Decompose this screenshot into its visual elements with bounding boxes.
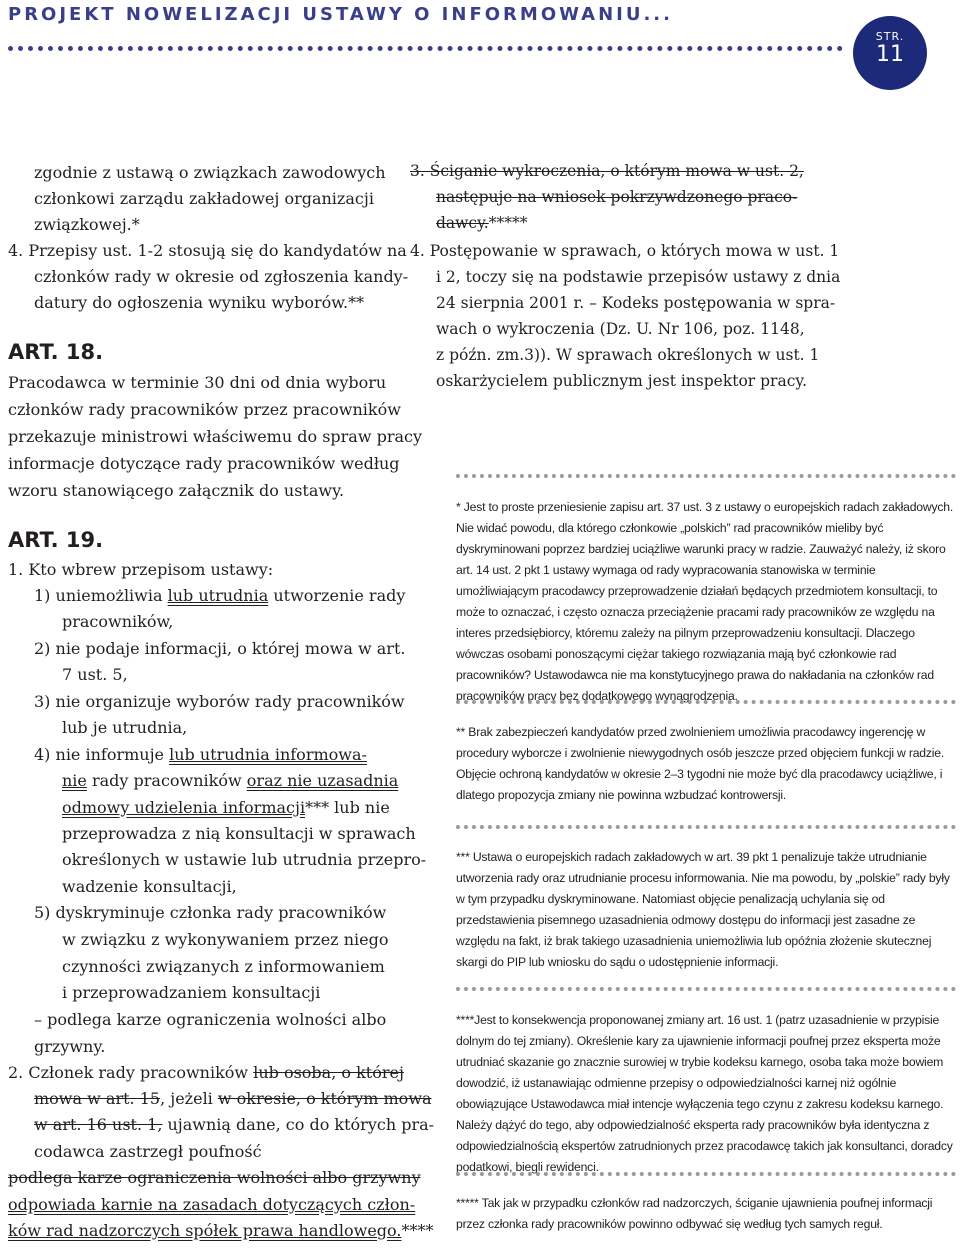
text-line: przekazuje ministrowi właściwemu do spraw pracy (8, 427, 423, 446)
footnote-4 (456, 1010, 956, 1178)
text-span: utworzenie rady (268, 586, 406, 605)
text-span: *** lub nie (305, 798, 390, 817)
text-line: lub je utrudnia, (62, 718, 188, 737)
text-line: 4. Przepisy ust. 1-2 stosują się do kandydatów na (8, 241, 407, 260)
deleted-text: lub osoba, o której (253, 1063, 404, 1082)
article-18-heading: ART. 18. (8, 340, 104, 364)
text-line: pracowników, (62, 612, 174, 631)
list-item: 3) nie organizuje wyborów rady pracowników (34, 692, 405, 711)
footnote-divider (456, 825, 956, 829)
page-number-badge (853, 16, 927, 90)
text-line: członkowi zarządu zakładowej organizacji (34, 189, 374, 208)
text-line (8, 1218, 433, 1244)
footnote-divider (456, 1172, 956, 1176)
footnote-divider (456, 987, 956, 991)
footnote-1 (456, 497, 956, 707)
text-line: informacje dotyczące rady pracowników według (8, 454, 400, 473)
running-header-title: PROJEKT NOWELIZACJI USTAWY O INFORMOWANIU... (8, 4, 673, 25)
footnote-text: ****Jest to konsekwencja proponowanej zmiany art. 16 ust. 1 (patrz uzasadnienie w przypisie dolnym do tej zmiany). Określenie kary za ujawnienie informacji poufnej przez eksperta może utrudniać skazanie go znacznie surowiej w trybie kodeksu karnego, osoba taka może bowiem dowodzić, iż ustanawiając odmienne przepisy o odpowiedzialności karnej niż ogólnie obowiązujące Ustawodawca miał intencje wyłączenia tego czynu z zakresu kodeksu karnego. Należy dążyć do tego, aby odpowiedzialność eksperta rady pracowników była identyczna z odpowiedzialnością ekspertów zatrudnionych przez pracodawcę takich jak konsultanci, doradcy podatkowi, biegli rewidenci. (456, 1013, 953, 1174)
text-line: 24 sierpnia 2001 r. – Kodeks postępowania w spra- (436, 294, 836, 312)
text-span: **** (401, 1221, 434, 1240)
text-line: związkowej.* (34, 215, 140, 234)
text-line: i przeprowadzaniem konsultacji (62, 983, 321, 1002)
footnote-divider (456, 474, 956, 478)
text-line: wadzenie konsultacji, (62, 877, 237, 896)
footnote-3 (456, 847, 956, 973)
text-line (8, 1060, 404, 1086)
text-line: wzoru stanowiącego załącznik do ustawy. (8, 481, 345, 500)
text-span: rady pracowników (86, 771, 247, 790)
deleted-text: dawcy. (436, 214, 489, 232)
list-item (34, 742, 367, 768)
inserted-text: odmowy udzielenia informacji (62, 798, 306, 817)
footnote-text: * Jest to proste przeniesienie zapisu art. 37 ust. 3 z ustawy o europejskich radach zakładowych. Nie widać powodu, dla którego członkowie „polskich” rad pracowników mieliby być dyskryminowani poprzez bardziej uciążliwe warunki pracy w radzie. Zauważyć należy, iż skoro art. 14 ust. 2 pkt 1 ustawy wymaga od rady wypracowania stanowiska w terminie umożliwiającym pracodawcy przeprowadzenie działań będących przedmiotem konsultacji, to może to oznaczać, i często oznacza przeciążenie pracami rady pracowników ze względu na interes przedsiębiorcy, któremu zależy na pilnym przeprowadzeniu konsultacji. Dlaczego wówczas osobami ponoszącymi ciężar takiego rozwiązania mają być członkowie rad pracowników? Ustawodawca nie ma konstytucyjnego prawa do nakładania na członków rad pracowników pracy bez dodatkowego wynagrodzenia. (456, 500, 954, 703)
text-line (34, 1086, 432, 1112)
inserted-line: odpowiada karnie na zasadach dotyczących człon- (8, 1195, 416, 1214)
text-line (62, 795, 390, 821)
text-span: 4) nie informuje (34, 745, 170, 764)
deleted-text: w art. 16 ust. 1, (34, 1115, 163, 1134)
text-line: codawca zastrzegł poufność (34, 1142, 262, 1161)
text-line (436, 210, 528, 236)
text-line (62, 768, 398, 794)
text-line: przeprowadza z nią konsultacji w sprawach (62, 824, 416, 843)
deleted-text: mowa w art. 15 (34, 1089, 161, 1108)
footnote-divider (456, 700, 956, 704)
text-line: 4. Postępowanie w sprawach, o których mowa w ust. 1 (410, 242, 840, 260)
text-line: określonych w ustawie lub utrudnia przepro- (62, 850, 427, 869)
text-line: grzywny. (34, 1037, 106, 1056)
footnote-text: ***** Tak jak w przypadku członków rad nadzorczych, ściganie ujawnienia poufnej informacji przez członka rady pracowników powinno odbywać się według tych samych reguł. (456, 1196, 933, 1231)
text-span: ujawnią dane, co do których pra- (162, 1115, 435, 1134)
header-divider (8, 46, 843, 51)
list-item (34, 583, 405, 609)
page-number: 11 (876, 42, 904, 67)
article-19-heading: ART. 19. (8, 528, 104, 552)
text-span: , jeżeli (160, 1089, 218, 1108)
footnote-mark: ***** (488, 214, 528, 232)
text-span: 2. Członek rady pracowników (8, 1063, 254, 1082)
footnote-text: ** Brak zabezpieczeń kandydatów przed zwolnieniem umożliwia pracodawcy ingerencję w procedury wyborcze i zwolnienie niewygodnych osób jeszcze przed objęciem funkcji w radzie. Objęcie ochroną kandydatów w okresie 2–3 tygodni nie może być dla pracodawcy uciążliwe, i dlatego propozycja zmiany nie powinna wzbudzać kontrowersji. (456, 725, 945, 802)
inserted-text: lub utrudnia informowa- (169, 745, 367, 764)
list-item: 5) dyskryminuje członka rady pracowników (34, 903, 387, 922)
deleted-line: podlega karze ograniczenia wolności albo grzywny (8, 1168, 421, 1187)
text-line: zgodnie z ustawą o związkach zawodowych (34, 163, 386, 182)
text-line: – podlega karze ograniczenia wolności albo (34, 1010, 387, 1029)
text-line: członków rady w okresie od zgłoszenia kandy- (34, 267, 409, 286)
text-line: Pracodawca w terminie 30 dni od dnia wyboru (8, 373, 387, 392)
text-line: 1. Kto wbrew przepisom ustawy: (8, 560, 274, 579)
deleted-line: następuje na wniosek pokrzywdzonego praco- (436, 188, 798, 206)
text-line: oskarżycielem publicznym jest inspektor pracy. (436, 372, 808, 390)
text-line: z późn. zm.3)). W sprawach określonych w ust. 1 (436, 346, 820, 364)
footnote-text: *** Ustawa o europejskich radach zakładowych w art. 39 pkt 1 penalizuje także utrudnianie utworzenia rady oraz utrudnianie procesu informowania. Nie ma powodu, by „polskie” rady były w tym przypadku dyskryminowane. Natomiast objęcie penalizacją uchylania się od przedstawienia pisemnego uzasadnienia odmowy dostępu do informacji jest zasadne ze względu na fakt, iż brak takiego uzasadnienia uniemożliwia lub opóźnia złożenie skutecznej skargi do PIP lub wniosku do sądu o udostępnienie informacji. (456, 850, 950, 969)
inserted-text: lub utrudnia (167, 586, 269, 605)
deleted-text: w okresie, o którym mowa (217, 1089, 432, 1108)
text-line: 7 ust. 5, (62, 665, 128, 684)
text-line: i 2, toczy się na podstawie przepisów ustawy z dnia (436, 268, 841, 286)
text-line: wach o wykroczenia (Dz. U. Nr 106, poz. 1148, (436, 320, 805, 338)
text-line: członków rady pracowników przez pracowników (8, 400, 401, 419)
inserted-text: nie (62, 771, 87, 790)
text-line (34, 1112, 434, 1138)
text-span: 1) uniemożliwia (34, 586, 168, 605)
text-line: datury do ogłoszenia wyniku wyborów.** (34, 293, 365, 312)
footnote-2 (456, 722, 956, 806)
list-item: 2) nie podaje informacji, o której mowa w art. (34, 639, 406, 658)
footnote-5 (456, 1193, 956, 1235)
text-line: w związku z wykonywaniem przez niego (62, 930, 389, 949)
page-label: STR. (875, 30, 905, 43)
deleted-line: 3. Ściganie wykroczenia, o którym mowa w ust. 2, (410, 162, 804, 180)
text-line: czynności związanych z informowaniem (62, 957, 385, 976)
inserted-text: oraz nie uzasadnia (246, 771, 399, 790)
inserted-text: ków rad nadzorczych spółek prawa handlowego. (8, 1221, 402, 1240)
